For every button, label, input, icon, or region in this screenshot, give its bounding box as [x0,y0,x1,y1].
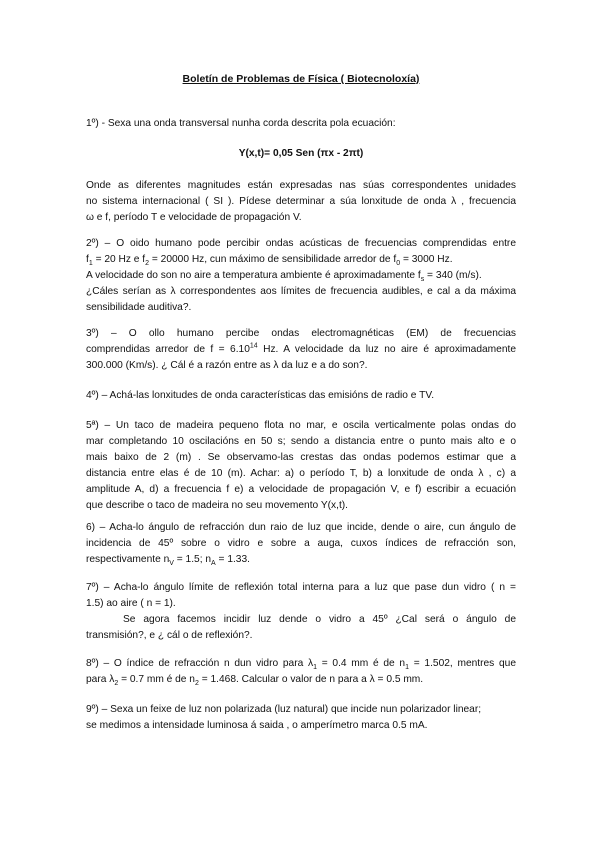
problem-2-line-3: A velocidade do son no aire a temperatura ambiente é aproximadamente $f_s = 340$ (m/s). [86,270,482,284]
problem-8-line-1: 8º) – O índice de refracción n dun vidro para $\lambda_1 = 0.4$ mm é de $n_1 = 1.502$, mentres que [86,658,516,672]
problem-1-text [86,178,516,226]
problem-7-line-3: Se agora facemos incidir luz dende o vidro a 45º ¿Cal será o ángulo de [123,614,516,625]
problem-9-line-2: se medimos a intensidade luminosa á saida , o amperímetro marca 0.5 mA. [86,720,428,731]
problem-6-line-1: 6) – Acha-lo ángulo de refracción dun raio de luz que incide, dende o aire, cun ángulo de [86,522,516,533]
problem-8 [86,656,516,688]
problem-7-line-2: 1.5) ao aire ( n = 1). [86,598,176,609]
problem-5-line-5: amplitude A, d) a frecuencia f e) a velocidade de propagación V, e f) escribir a ecuación [86,484,516,495]
problem-9-line-1: 9º) – Sexa un feixe de luz non polarizada (luz natural) que incide nun polarizador linear; [86,704,482,715]
problem-2-line-5: sensibilidade auditiva?. [86,302,192,313]
problem-8-line-2: para $\lambda_2 = 0.7$ mm é de $n_2 = 1.468$. Calcular o valor de n para a λ = 0.5 mm. [86,674,424,688]
problem-1-line-3: ω e f, período T e velocidade de propagación V. [86,212,302,223]
problem-6 [86,520,516,568]
problem-1-line-2: no sistema internacional ( SI ). Pídese determinar a súa lonxitude de onda λ , frecuencia [86,196,516,207]
problem-3 [86,326,516,374]
problem-7 [86,580,516,644]
document-title: Boletín de Problemas de Física ( Biotecnoloxía) [182,73,420,85]
problem-5-line-6: que describe o taco de madeira no seu movemento Y(x,t). [86,500,348,511]
problem-1-equation: Y(x,t)= 0,05 Sen (πx - 2πt) [238,148,364,159]
problem-4-line-1: 4º) – Achá-las lonxitudes de onda características das emisións de radio e TV. [86,390,435,401]
problem-3-line-1: 3º) – O ollo humano percibe ondas electromagnéticas (EM) de frecuencias [86,328,516,339]
problem-1-intro [86,116,516,132]
problem-5-line-3: mais baixo de 2 (m) . Se observamo-las crestas das ondas podemos estimar que a [86,452,516,463]
problem-5 [86,418,516,514]
problem-9 [86,702,516,734]
problem-2-line-2: $f_1 = 20$ Hz e $f_2 = 20000$ Hz, cun máximo de sensibilidade arredor de $f_0 = 3000$ Hz. [86,254,453,268]
problem-2-line-1: 2º) – O oido humano pode percibir ondas acústicas de frecuencias comprendidas entre [86,238,516,249]
problem-2-line-4: ¿Cáles serían as λ correspondentes aos límites de frecuencia audibles, e cal a da máxima [86,286,516,297]
problem-3-line-2: comprendidas arredor de $f = 6.10^{14}$ Hz. A velocidade da luz no aire é aproximadamente [86,342,516,355]
problem-5-line-2: mar completando 10 oscilacións en 50 s; sendo a distancia entre o punto mais alto e o [86,436,516,447]
problem-1-line-1: Onde as diferentes magnitudes están expresadas nas súas correspondentes unidades [86,180,516,191]
problem-7-line-1: 7º) – Acha-lo ángulo límite de reflexión total interna para a luz que pase dun vidro ( n = [86,582,516,593]
problem-2 [86,236,516,316]
problem-5-line-4: distancia entre elas é de 10 (m). Achar: a) o período T, b) a lonxitude de onda λ , c) a [86,468,516,479]
problem-6-line-2: incidencia de 45º sobre o vidro e sobre a auga, cuxos índices de refracción son, [86,538,516,549]
problem-4 [86,388,516,404]
problem-7-line-4: transmisión?, e ¿ cál o de reflexión?. [86,630,253,641]
problem-6-line-3: respectivamente $n_V = 1.5$; $n_A = 1.33$. [86,554,250,568]
problem-5-line-1: 5ª) – Un taco de madeira pequeno flota no mar, e oscila verticalmente polas ondas do [86,420,516,431]
problem-1-intro-text: 1º) - Sexa una onda transversal nunha corda descrita pola ecuación: [86,118,396,129]
problem-3-line-3: 300.000 (Km/s). ¿ Cál é a razón entre as λ da luz e a do son?. [86,360,368,371]
